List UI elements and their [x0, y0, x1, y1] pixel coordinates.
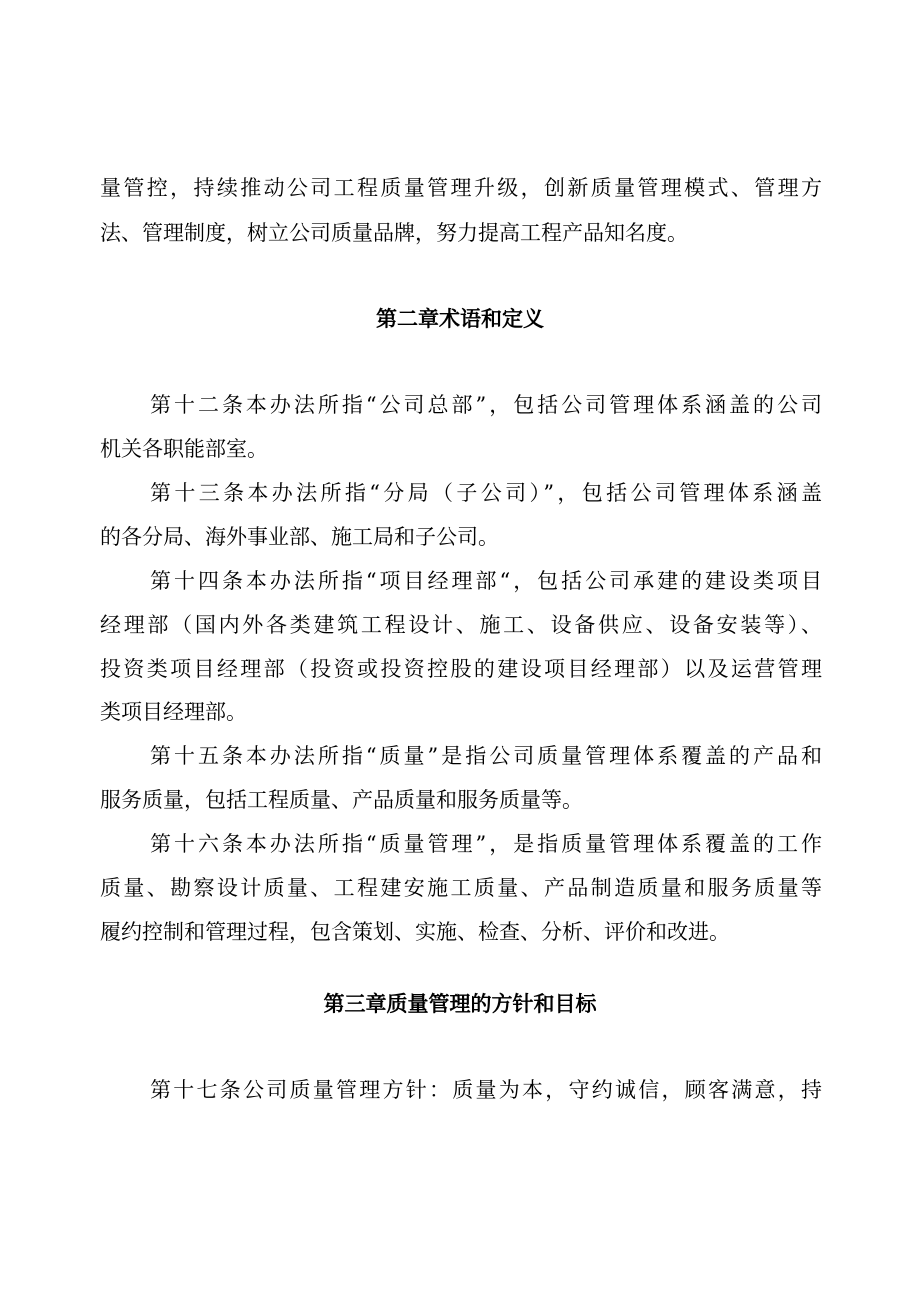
article-16-line: 质量、勘察设计质量、工程建安施工质量、产品制造质量和服务质量等 — [100, 876, 822, 900]
article-13-line: 的各分局、海外事业部、施工局和子公司。 — [100, 525, 499, 549]
article-14-line: 第十四条本办法所指“项目经理部“，包括公司承建的建设类项目 — [150, 569, 822, 593]
intro-paragraph-line: 量管控，持续推动公司工程质量管理升级，创新质量管理模式、管理方 — [100, 176, 822, 200]
article-15-line: 服务质量，包括工程质量、产品质量和服务质量等。 — [100, 788, 583, 812]
article-15-line: 第十五条本办法所指“质量”是指公司质量管理体系覆盖的产品和 — [150, 744, 822, 768]
article-14-line: 投资类项目经理部（投资或投资控股的建设项目经理部）以及运营管理 — [100, 657, 822, 681]
article-17-line: 第十七条公司质量管理方针：质量为本，守约诚信，顾客满意，持 — [150, 1078, 822, 1102]
article-16-line: 履约控制和管理过程，包含策划、实施、检查、分析、评价和改进。 — [100, 920, 730, 944]
article-14-line: 经理部（国内外各类建筑工程设计、施工、设备供应、设备安装等）、 — [100, 613, 822, 637]
chapter-2-heading: 第二章术语和定义 — [376, 307, 544, 331]
article-12-line: 第十二条本办法所指“公司总部”，包括公司管理体系涵盖的公司 — [150, 393, 822, 417]
article-14-line: 类项目经理部。 — [100, 700, 247, 724]
article-12-line: 机关各职能部室。 — [100, 437, 268, 461]
article-13-line: 第十三条本办法所指“分局（子公司）”，包括公司管理体系涵盖 — [150, 481, 822, 505]
intro-paragraph-line: 法、管理制度，树立公司质量品牌，努力提高工程产品知名度。 — [100, 221, 688, 245]
chapter-3-heading: 第三章质量管理的方针和目标 — [323, 992, 597, 1016]
article-16-line: 第十六条本办法所指“质量管理”，是指质量管理体系覆盖的工作 — [150, 832, 822, 856]
